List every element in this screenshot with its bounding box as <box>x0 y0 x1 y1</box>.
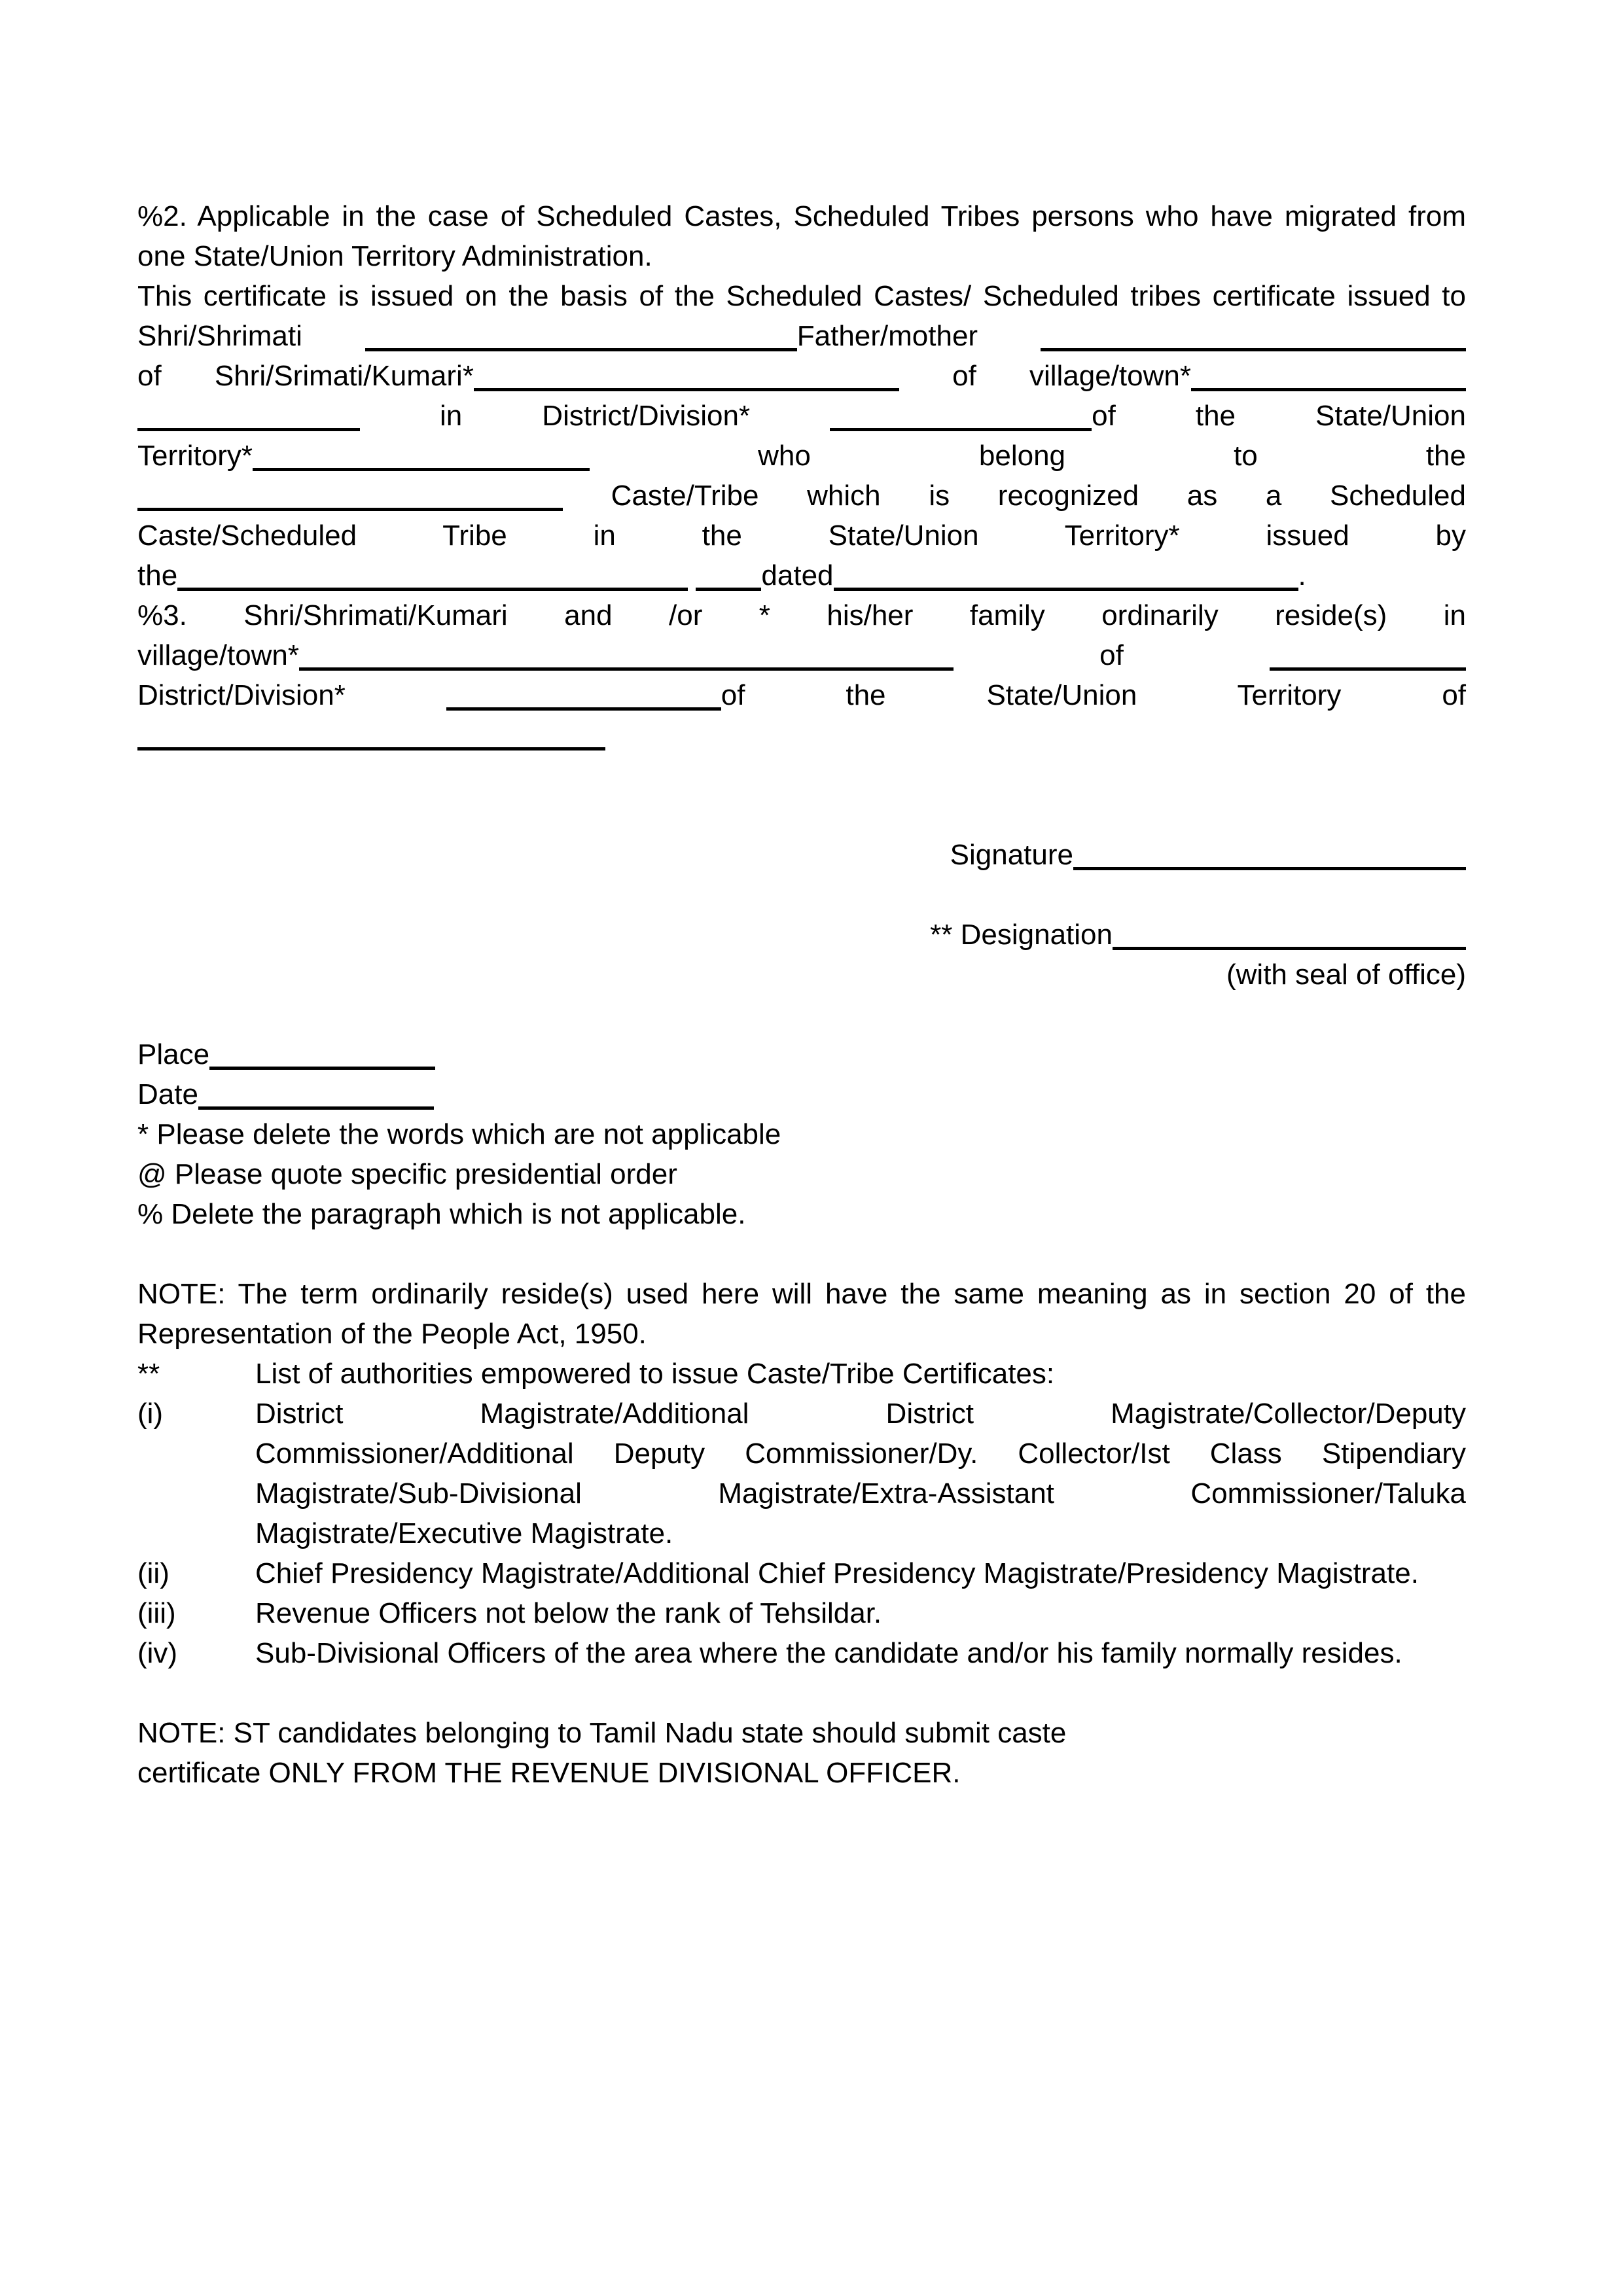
blank-field <box>696 588 761 591</box>
form-line <box>137 1713 1466 1753</box>
text-run: of <box>954 639 1270 671</box>
form-line <box>255 1633 1466 1673</box>
form-line <box>137 556 1466 595</box>
list-item <box>137 1354 1466 1394</box>
list-item <box>137 1394 1466 1553</box>
list-marker: (iii) <box>137 1597 176 1629</box>
blank-field <box>365 348 797 351</box>
blank-line <box>137 1234 1466 1274</box>
blank-field <box>834 588 1298 591</box>
blank-field <box>1041 348 1466 351</box>
form-line <box>137 1753 1466 1793</box>
text-run: Caste/Tribe which is recognized as a Scheduled <box>563 480 1466 512</box>
list-marker: (iv) <box>137 1637 178 1669</box>
form-line <box>137 356 1466 396</box>
list-marker: (ii) <box>137 1557 169 1589</box>
text-run: of the State/Union <box>1092 400 1466 432</box>
text-run: in District/Division* <box>360 400 830 432</box>
blank-field <box>137 508 563 511</box>
list-item-content <box>255 1593 1466 1633</box>
list-item-content <box>255 1394 1466 1553</box>
document-body <box>137 196 1466 1793</box>
blank-field <box>253 468 590 471</box>
blank-field <box>299 667 954 671</box>
form-line <box>137 955 1466 995</box>
form-line <box>137 1034 1466 1074</box>
blank-field <box>198 1106 434 1110</box>
form-line <box>137 915 1466 955</box>
text-run: Revenue Officers not below the rank of Tehsildar. <box>255 1597 882 1629</box>
blank-field <box>209 1067 435 1070</box>
list-marker: ** <box>137 1358 160 1390</box>
list-item-content <box>255 1354 1466 1394</box>
text-run: (with seal of office) <box>1226 959 1466 991</box>
text-run <box>688 559 696 592</box>
text-run: * Please delete the words which are not applicable <box>137 1118 781 1150</box>
text-run: Date <box>137 1078 198 1110</box>
form-line <box>255 1354 1466 1394</box>
blank-field <box>1113 947 1466 950</box>
text-run: Signature <box>950 839 1073 871</box>
form-line <box>137 316 1466 356</box>
blank-line <box>137 1673 1466 1713</box>
list-item-content <box>255 1553 1466 1593</box>
blank-line <box>137 755 1466 795</box>
blank-field <box>137 747 605 751</box>
text-run: % Delete the paragraph which is not applicable. <box>137 1198 746 1230</box>
blank-field <box>1191 388 1466 391</box>
form-line <box>137 1274 1466 1314</box>
text-run: List of authorities empowered to issue Caste/Tribe Certificates: <box>255 1358 1055 1390</box>
text-run: of the State/Union Territory of <box>721 679 1467 711</box>
form-line <box>137 436 1466 476</box>
text-run: Caste/Scheduled Tribe in the State/Union Territory* issued by <box>137 520 1466 552</box>
blank-field <box>830 428 1092 431</box>
text-run: who belong to the <box>590 440 1466 472</box>
form-line <box>255 1434 1466 1474</box>
text-run: NOTE: ST candidates belonging to Tamil Nadu state should submit caste <box>137 1717 1067 1749</box>
text-run: Father/mother <box>796 320 1041 352</box>
text-run: @ Please quote specific presidential order <box>137 1158 677 1190</box>
list-item <box>137 1593 1466 1633</box>
form-line <box>137 516 1466 556</box>
text-run: Sub-Divisional Officers of the area where the candidate and/or his family normally resides. <box>255 1637 1402 1669</box>
blank-field <box>137 428 360 431</box>
text-run: This certificate is issued on the basis of the Scheduled Castes/ Scheduled tribes certificate issued to <box>137 280 1466 312</box>
form-line <box>137 635 1466 675</box>
form-line <box>137 1114 1466 1154</box>
text-run: Representation of the People Act, 1950. <box>137 1318 647 1350</box>
form-line <box>137 715 1466 755</box>
form-line <box>255 1513 1466 1553</box>
text-run: ** Designation <box>930 919 1113 951</box>
text-run: Chief Presidency Magistrate/Additional Chief Presidency Magistrate/Presidency Magistrate. <box>255 1557 1419 1589</box>
text-run: District/Division* <box>137 679 446 711</box>
text-run: Territory* <box>137 440 253 472</box>
form-line <box>137 1314 1466 1354</box>
text-run: of Shri/Srimati/Kumari* <box>137 360 474 392</box>
blank-line <box>137 795 1466 835</box>
text-run: %2. Applicable in the case of Scheduled Castes, Scheduled Tribes persons who have migrated from <box>137 200 1466 232</box>
form-line <box>137 236 1466 276</box>
blank-line <box>137 875 1466 915</box>
blank-field <box>474 388 899 391</box>
text-run: Commissioner/Additional Deputy Commissioner/Dy. Collector/Ist Class Stipendiary <box>255 1438 1466 1470</box>
form-line <box>137 835 1466 875</box>
blank-field <box>1270 667 1466 671</box>
blank-field <box>446 707 721 711</box>
text-run: the <box>137 559 178 592</box>
text-run: %3. Shri/Shrimati/Kumari and /or * his/her family ordinarily reside(s) in <box>137 599 1466 631</box>
text-run: District Magistrate/Additional District Magistrate/Collector/Deputy <box>255 1398 1466 1430</box>
text-run: of village/town* <box>899 360 1191 392</box>
form-line <box>137 675 1466 715</box>
list-item <box>137 1633 1466 1673</box>
form-line <box>137 476 1466 516</box>
blank-field <box>1073 867 1466 870</box>
list-item-content <box>255 1633 1466 1673</box>
text-run: . <box>1298 559 1306 592</box>
text-run: dated <box>761 559 834 592</box>
form-line <box>137 1194 1466 1234</box>
form-line <box>255 1394 1466 1434</box>
form-line <box>255 1593 1466 1633</box>
text-run: village/town* <box>137 639 300 671</box>
list-marker: (i) <box>137 1398 164 1430</box>
form-line <box>137 196 1466 236</box>
text-run: Place <box>137 1038 210 1070</box>
text-run: Magistrate/Executive Magistrate. <box>255 1517 673 1549</box>
form-line <box>255 1553 1466 1593</box>
blank-line <box>137 995 1466 1034</box>
form-line <box>137 1074 1466 1114</box>
text-run: Magistrate/Sub-Divisional Magistrate/Extra-Assistant Commissioner/Taluka <box>255 1477 1466 1510</box>
list-item <box>137 1553 1466 1593</box>
text-run: certificate ONLY FROM THE REVENUE DIVISIONAL OFFICER. <box>137 1757 961 1789</box>
form-line <box>255 1474 1466 1513</box>
form-line <box>137 276 1466 316</box>
blank-field <box>177 588 688 591</box>
text-run: one State/Union Territory Administration. <box>137 240 652 272</box>
text-run: NOTE: The term ordinarily reside(s) used here will have the same meaning as in section 20 of the <box>137 1278 1466 1310</box>
form-line <box>137 595 1466 635</box>
form-line <box>137 396 1466 436</box>
text-run: Shri/Shrimati <box>137 320 365 352</box>
form-line <box>137 1154 1466 1194</box>
